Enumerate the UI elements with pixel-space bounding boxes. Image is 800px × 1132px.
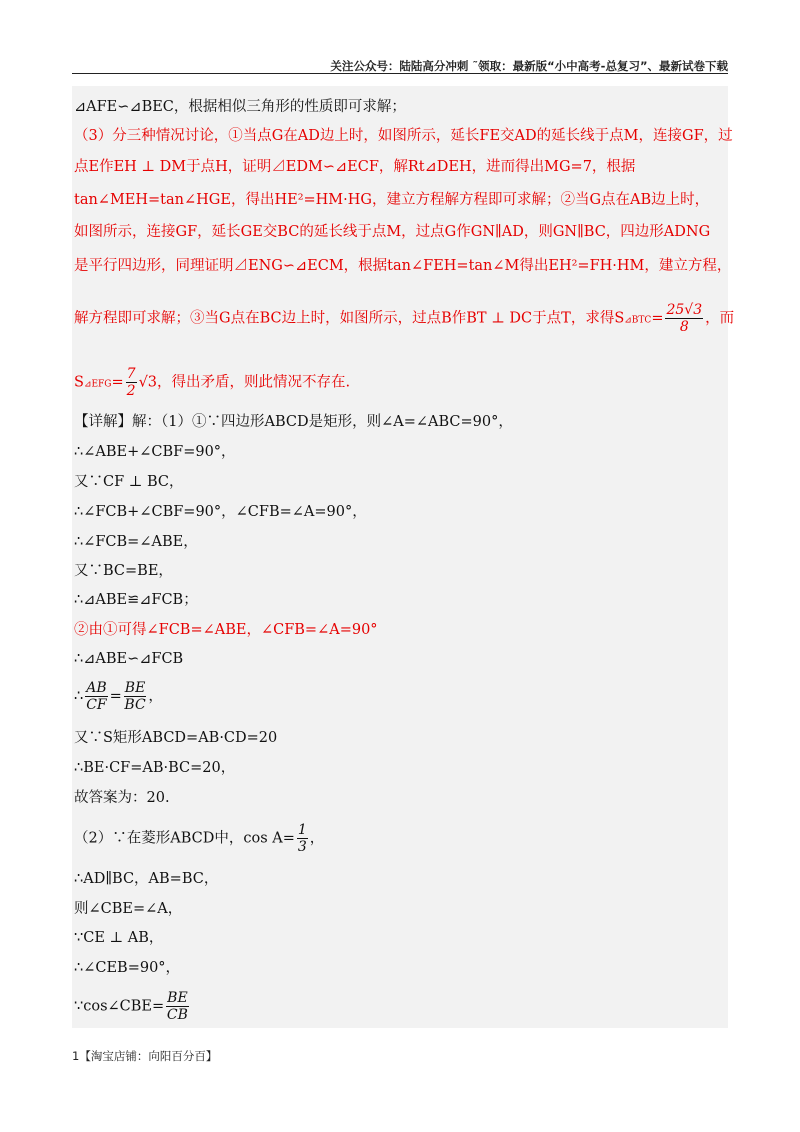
detail-line-15: ∴⊿ABE≌⊿FCB； (74, 592, 198, 608)
fraction-be-over-bc: $\frac{BE}{BC}$ (124, 680, 146, 713)
analysis-line-1: ⊿AFE∽⊿BEC，根据相似三角形的性质即可求解； (74, 99, 406, 115)
detail-line-14: 又∵BC=BE， (74, 563, 173, 579)
detail-line-12: ∴∠FCB+∠CBF=90°，∠CFB=∠A=90°， (74, 504, 367, 520)
detail-line-22: （2）∵在菱形ABCD中，cos A= $\frac{1}{3}$ ， (74, 822, 325, 855)
page-footer: 1【淘宝店铺：向阳百分百】 (72, 1049, 218, 1063)
detail-line-20: ∴BE·CF=AB·BC=20， (74, 760, 236, 776)
detail-line-23: ∴AD∥BC，AB=BC， (74, 871, 219, 887)
fraction-be-over-cb: $\frac{BE}{CB}$ (166, 990, 188, 1023)
detail-line-21: 故答案为：20. (74, 790, 170, 806)
detail-line-27: ∵cos∠CBE= $\frac{BE}{CB}$ (74, 990, 188, 1023)
detail-line-11: 又∵CF ⊥ BC， (74, 474, 184, 490)
analysis-line-2: （3）分三种情况讨论，①当点G在AD边上时，如图所示，延长FE交AD的延长线于点M，连接GF，过 (74, 128, 733, 144)
fraction-7-over-2: $\frac{7}{2}$ (126, 366, 136, 399)
detail-line-17: ∴⊿ABE∽⊿FCB (74, 651, 184, 667)
analysis-line-3: 点E作EH ⊥ DM于点H，证明⊿EDM∽⊿ECF，解Rt⊿DEH，进而得出MG=7，根据 (74, 159, 636, 175)
detail-line-10: ∴∠ABE+∠CBF=90°， (74, 444, 236, 460)
analysis-line-8: S⊿EFG= $\frac{7}{2}$ √3，得出矛盾，则此情况不存在. (74, 366, 351, 399)
fraction-ab-over-cf: $\frac{AB}{CF}$ (86, 680, 107, 713)
fraction-1-over-3: $\frac{1}{3}$ (297, 822, 307, 855)
header-rule (72, 73, 728, 74)
analysis-line-7: 解方程即可求解；③当G点在BC边上时，如图所示，过点B作BT ⊥ DC于点T，求得S⊿BTC= $\frac{25√3}{8}$ ，而 (74, 302, 735, 335)
page-header: 关注公众号：陆陆高分冲刺 ˜领取：最新版“小中高考-总复习”、最新试卷下载 (330, 59, 728, 73)
fraction-25-root3-over-8: $\frac{25√3}{8}$ (666, 302, 703, 335)
detail-line-26: ∴∠CEB=90°， (74, 960, 181, 976)
detail-line-19: 又∵S矩形ABCD=AB·CD=20 (74, 730, 278, 746)
analysis-line-5: 如图所示，连接GF，延长GE交BC的延长线于点M，过点G作GN∥AD，则GN∥BC，四边形ADNG (74, 224, 711, 240)
analysis-line-6: 是平行四边形，同理证明⊿ENG∽⊿ECM，根据tan∠FEH=tan∠M得出EH²=FH·HM，建立方程， (74, 258, 732, 274)
analysis-line-4: tan∠MEH=tan∠HGE，得出HE²=HM·HG，建立方程解方程即可求解；②当G点在AB边上时， (74, 192, 710, 208)
detail-line-18: ∴ $\frac{AB}{CF}$ = $\frac{BE}{BC}$ ， (74, 680, 163, 713)
detail-line-24: 则∠CBE=∠A， (74, 901, 183, 917)
detail-line-9: 【详解】解：（1）①∵四边形ABCD是矩形，则∠A=∠ABC=90°， (74, 414, 513, 430)
detail-line-13: ∴∠FCB=∠ABE， (74, 534, 198, 550)
detail-line-25: ∵CE ⊥ AB， (74, 930, 164, 946)
detail-line-16: ②由①可得∠FCB=∠ABE，∠CFB=∠A=90° (74, 622, 378, 638)
